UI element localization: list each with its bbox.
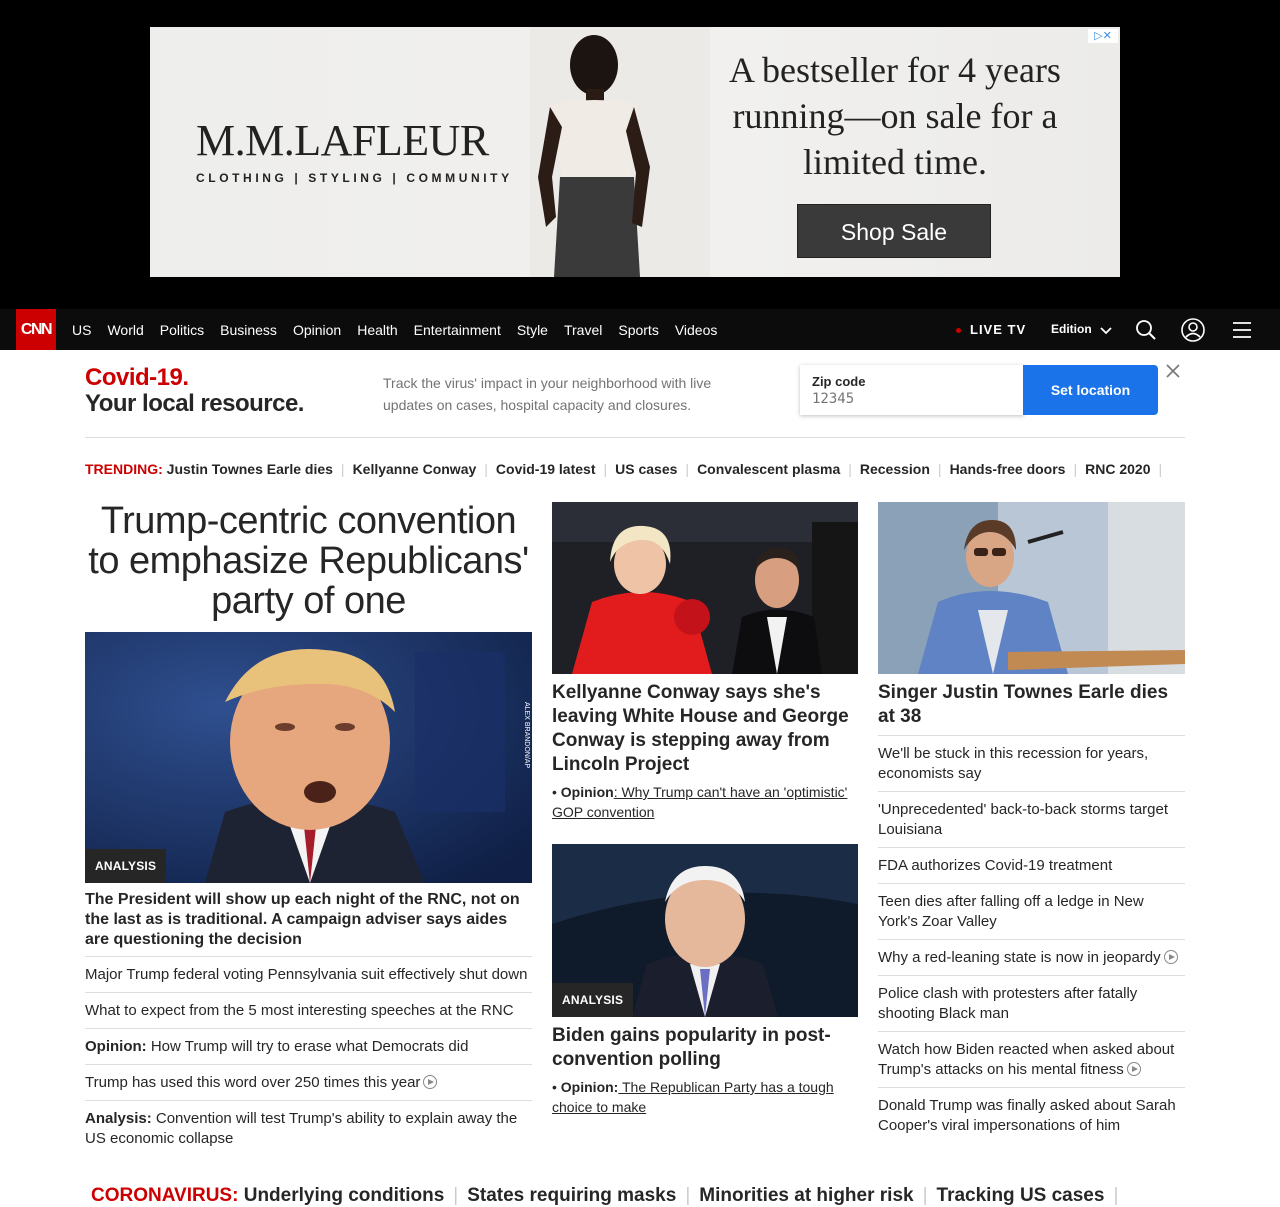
- nav-link-health[interactable]: Health: [357, 321, 398, 338]
- covid-subheadline: Your local resource.: [85, 390, 304, 417]
- coronavirus-bar: [91, 1185, 1127, 1207]
- trending-item[interactable]: Recession: [859, 461, 930, 477]
- lead-subheadline[interactable]: The President will show up each night of the RNC, not on the last as is traditional. A campaign adviser says aides are questioning the decision: [85, 891, 520, 948]
- list-item[interactable]: [878, 735, 1185, 791]
- list-item[interactable]: [85, 956, 532, 992]
- edition-dropdown[interactable]: [1051, 309, 1112, 350]
- advertisement[interactable]: [150, 27, 1120, 277]
- nav-link-politics[interactable]: Politics: [159, 321, 205, 338]
- headline-prefix: Opinion:: [85, 1038, 147, 1055]
- lead-headline[interactable]: Trump-centric convention to emphasize Republicans' party of one: [88, 500, 529, 622]
- trending-bar: [85, 461, 1170, 477]
- nav-link-style[interactable]: Style: [516, 321, 548, 338]
- lead-story-image[interactable]: [85, 632, 532, 883]
- ad-tagline: CLOTHING | STYLING | COMMUNITY: [196, 171, 513, 185]
- biden-opinion-link[interactable]: • Opinion: The Republican Party has a tough choice to make: [552, 1079, 834, 1115]
- zip-code-label: Zip code: [812, 374, 866, 389]
- menu-hamburger-icon[interactable]: [1230, 318, 1254, 342]
- trending-item[interactable]: Justin Townes Earle dies: [166, 461, 333, 477]
- covid-local-resource-banner: [85, 350, 1185, 438]
- search-icon[interactable]: [1134, 318, 1158, 342]
- right-headlines-list: [878, 735, 1185, 1143]
- zip-code-input[interactable]: [812, 391, 1012, 407]
- coronavirus-label: CORONAVIRUS:: [91, 1185, 239, 1206]
- user-account-icon[interactable]: [1181, 318, 1205, 342]
- divider: |: [1073, 461, 1078, 477]
- edition-label: Edition: [1051, 322, 1092, 336]
- svg-text:ALEX BRANDON/AP: ALEX BRANDON/AP: [523, 702, 530, 769]
- live-dot-icon: [956, 328, 961, 333]
- headline-text: Donald Trump was finally asked about Sarah Cooper's viral impersonations of him: [878, 1097, 1176, 1134]
- divider: |: [340, 461, 345, 477]
- cnn-logo[interactable]: CNN: [16, 309, 56, 350]
- trending-item[interactable]: RNC 2020: [1085, 461, 1151, 477]
- video-play-icon: [1164, 950, 1178, 964]
- adchoices-icon[interactable]: ▷✕: [1088, 29, 1118, 43]
- nav-link-business[interactable]: Business: [220, 321, 277, 338]
- list-item[interactable]: [878, 883, 1185, 939]
- divider: |: [1158, 461, 1163, 477]
- headline-prefix: Analysis:: [85, 1110, 152, 1127]
- conway-headline[interactable]: Kellyanne Conway says she's leaving White House and George Conway is stepping away from Lincoln Project: [552, 682, 849, 775]
- headline-text: We'll be stuck in this recession for years, economists say: [878, 745, 1149, 782]
- analysis-badge: ANALYSIS: [85, 849, 166, 883]
- headline-text: How Trump will try to erase what Democrats did: [146, 1038, 469, 1055]
- nav-link-travel[interactable]: Travel: [563, 321, 603, 338]
- list-item[interactable]: [878, 939, 1185, 975]
- divider: |: [937, 461, 942, 477]
- coronavirus-link[interactable]: Underlying conditions: [243, 1185, 445, 1206]
- live-tv-label: LIVE TV: [970, 322, 1027, 337]
- list-item[interactable]: [85, 992, 532, 1028]
- list-item[interactable]: [85, 1028, 532, 1064]
- trending-item[interactable]: Convalescent plasma: [697, 461, 841, 477]
- ad-brand: M.M.LAFLEUR: [196, 116, 489, 165]
- list-item[interactable]: [878, 791, 1185, 847]
- coronavirus-link[interactable]: Minorities at higher risk: [699, 1185, 914, 1206]
- opinion-text: The Republican Party has a tough choice to make: [552, 1079, 834, 1115]
- list-item[interactable]: [878, 1031, 1185, 1087]
- trending-item[interactable]: Kellyanne Conway: [352, 461, 477, 477]
- earle-headline[interactable]: Singer Justin Townes Earle dies at 38: [878, 682, 1169, 727]
- nav-link-entertainment[interactable]: Entertainment: [413, 321, 501, 338]
- earle-photo: [878, 502, 1185, 674]
- nav-link-sports[interactable]: Sports: [618, 321, 659, 338]
- headline-text: Teen dies after falling off a ledge in New York's Zoar Valley: [878, 893, 1144, 930]
- list-item[interactable]: [878, 1087, 1185, 1143]
- divider: |: [922, 1185, 928, 1206]
- divider: |: [1113, 1185, 1119, 1206]
- nav-link-opinion[interactable]: Opinion: [292, 321, 342, 338]
- close-icon[interactable]: [1164, 362, 1182, 380]
- headline-text: Watch how Biden reacted when asked about Trump's attacks on his mental fitness: [878, 1041, 1175, 1078]
- video-play-icon: [423, 1075, 437, 1089]
- conway-opinion-link[interactable]: • Opinion: Why Trump can't have an 'optimistic' GOP convention: [552, 784, 848, 820]
- headline-text: 'Unprecedented' back-to-back storms target Louisiana: [878, 801, 1169, 838]
- nav-links: [72, 309, 717, 350]
- divider: |: [685, 1185, 691, 1206]
- divider: |: [453, 1185, 459, 1206]
- set-location-button[interactable]: Set location: [1023, 365, 1158, 415]
- list-item[interactable]: [85, 1064, 532, 1100]
- list-item[interactable]: [85, 1100, 532, 1156]
- divider: |: [484, 461, 488, 477]
- list-item[interactable]: [878, 847, 1185, 883]
- zip-code-box: [800, 365, 1024, 415]
- lead-related-list: [85, 956, 532, 1156]
- chevron-down-icon: [1100, 325, 1112, 335]
- trending-item[interactable]: US cases: [615, 461, 678, 477]
- headline-text: Convention will test Trump's ability to explain away the US economic collapse: [85, 1110, 518, 1147]
- biden-story-image[interactable]: [552, 844, 858, 1017]
- nav-link-world[interactable]: World: [107, 321, 144, 338]
- nav-link-us[interactable]: US: [72, 321, 92, 338]
- earle-story-image[interactable]: [878, 502, 1185, 674]
- headline-text: Why a red-leaning state is now in jeopardy: [878, 949, 1161, 966]
- coronavirus-link[interactable]: Tracking US cases: [936, 1185, 1105, 1206]
- ad-model-image: [530, 27, 710, 277]
- trending-label: TRENDING:: [85, 461, 163, 477]
- covid-description: Track the virus' impact in your neighborhood with live updates on cases, hospital capacity and closures.: [383, 375, 712, 413]
- headline-text: Police clash with protesters after fatally shooting Black man: [878, 985, 1138, 1022]
- list-item[interactable]: [878, 975, 1185, 1031]
- top-navigation: [0, 309, 1280, 350]
- trump-photo: [85, 632, 532, 883]
- trending-item[interactable]: Covid-19 latest: [495, 461, 596, 477]
- opinion-label: Opinion: [560, 784, 614, 800]
- headline-text: Trump has used this word over 250 times this year: [85, 1074, 421, 1091]
- divider: |: [848, 461, 852, 477]
- biden-headline[interactable]: Biden gains popularity in post-convention polling: [552, 1025, 831, 1070]
- opinion-text: : Why Trump can't have an 'optimistic' GOP convention: [552, 784, 848, 820]
- divider: |: [685, 461, 690, 477]
- conway-photo: [552, 502, 858, 674]
- analysis-badge: ANALYSIS: [552, 983, 633, 1017]
- covid-headline: Covid-19.: [85, 364, 189, 391]
- coronavirus-link[interactable]: States requiring masks: [467, 1185, 677, 1206]
- conway-story-image[interactable]: [552, 502, 858, 674]
- headline-text: What to expect from the 5 most interesting speeches at the RNC: [85, 1002, 514, 1019]
- opinion-label: Opinion:: [560, 1079, 619, 1095]
- ad-banner-area: [0, 0, 1280, 309]
- ad-shop-sale-button[interactable]: Shop Sale: [797, 204, 991, 258]
- live-tv-link[interactable]: [956, 309, 1026, 350]
- headline-text: Major Trump federal voting Pennsylvania suit effectively shut down: [85, 966, 528, 983]
- video-play-icon: [1127, 1062, 1141, 1076]
- divider: |: [603, 461, 608, 477]
- nav-link-videos[interactable]: Videos: [674, 321, 718, 338]
- trending-item[interactable]: Hands-free doors: [949, 461, 1066, 477]
- headline-text: FDA authorizes Covid-19 treatment: [878, 857, 1113, 874]
- ad-copy: A bestseller for 4 years running—on sale for a limited time.: [729, 50, 1061, 182]
